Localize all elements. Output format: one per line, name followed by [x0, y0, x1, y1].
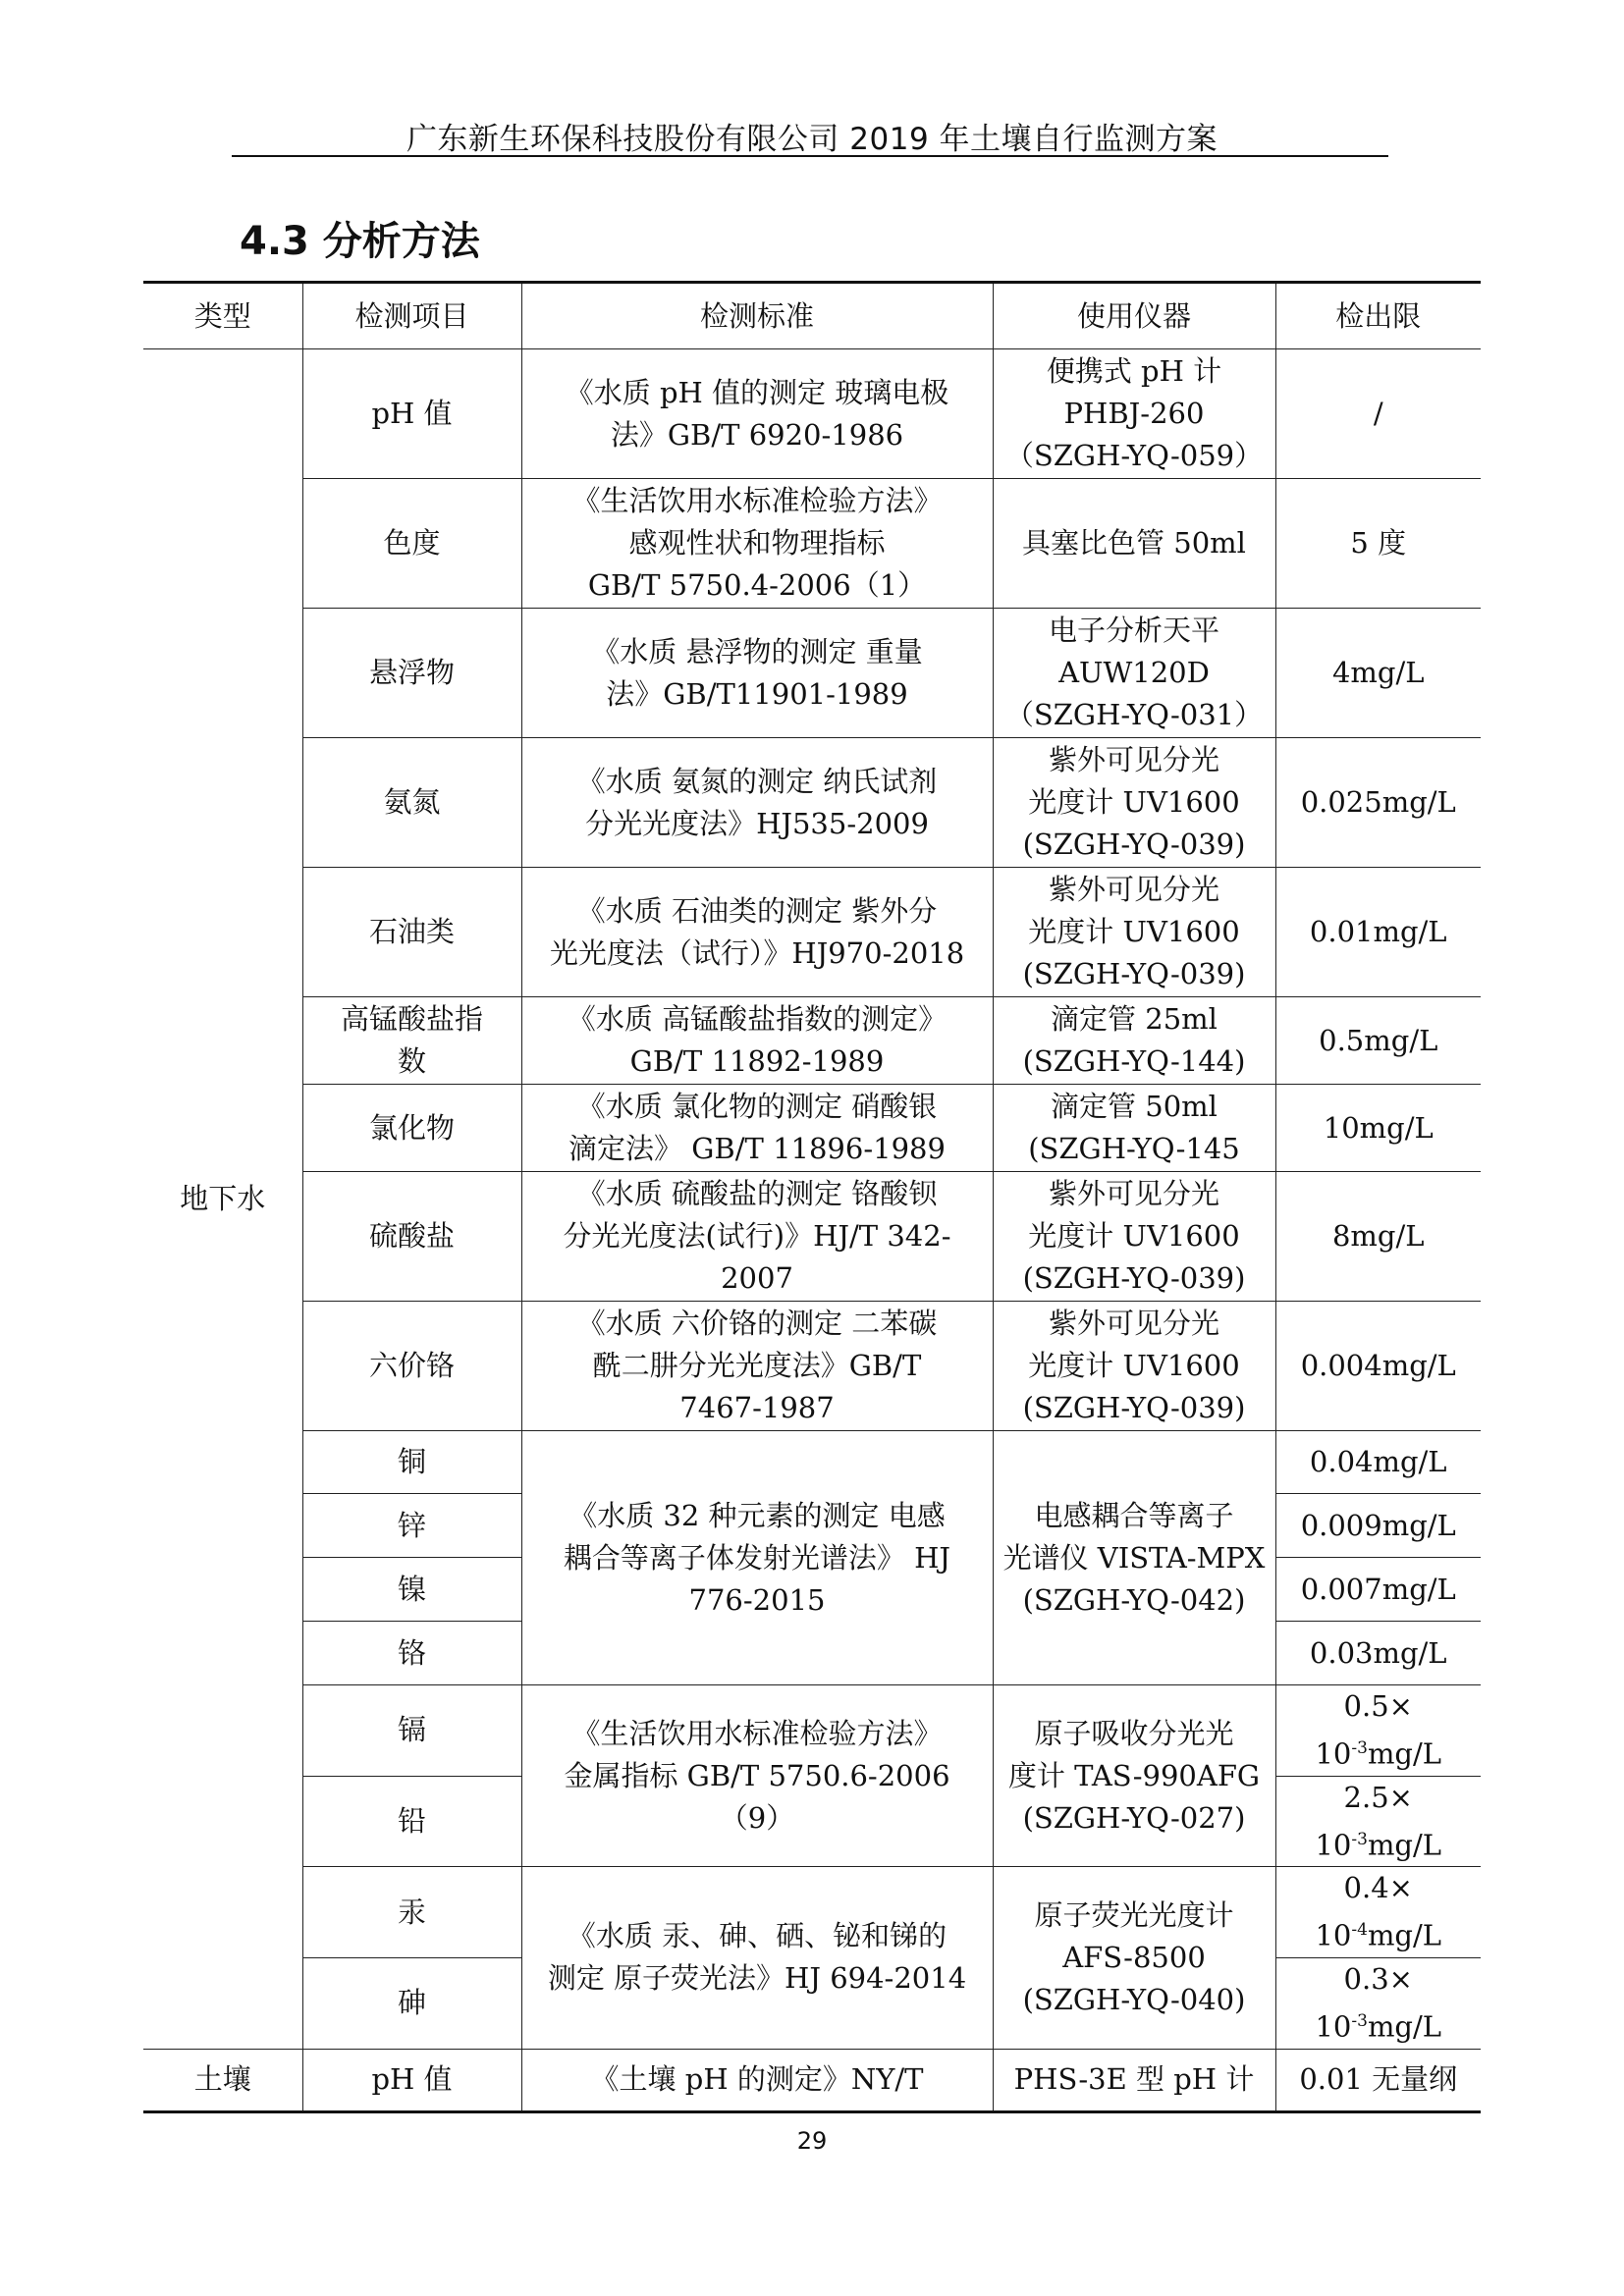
- instrument-cell: 紫外可见分光 光度计 UV1600 (SZGH-YQ-039): [993, 868, 1275, 997]
- item-cell: pH 值: [302, 2049, 521, 2111]
- limit-cell: 0.5mg/L: [1275, 997, 1481, 1085]
- column-header-item: 检测项目: [302, 283, 521, 349]
- item-cell: 汞: [302, 1867, 521, 1958]
- table-row: [143, 1685, 1481, 1777]
- standard-cell: 《水质 pH 值的测定 玻璃电极 法》GB/T 6920-1986: [521, 349, 993, 479]
- standard-cell: 《水质 硫酸盐的测定 铬酸钡 分光光度法(试行)》HJ/T 342- 2007: [521, 1172, 993, 1302]
- limit-power: [1282, 2001, 1476, 2049]
- table-row: [143, 609, 1481, 738]
- limit-unit: mg/L: [1367, 1828, 1442, 1862]
- limit-cell: 5 度: [1275, 479, 1481, 609]
- table-row: [143, 1172, 1481, 1302]
- header-rule: [232, 155, 1388, 157]
- standard-cell: 《水质 氯化物的测定 硝酸银 滴定法》 GB/T 11896-1989: [521, 1085, 993, 1172]
- limit-power: [1282, 1819, 1476, 1867]
- item-cell: 镉: [302, 1685, 521, 1777]
- item-cell: 悬浮物: [302, 609, 521, 738]
- instrument-cell: 紫外可见分光 光度计 UV1600 (SZGH-YQ-039): [993, 1172, 1275, 1302]
- limit-unit: mg/L: [1367, 1736, 1442, 1771]
- limit-cell: [1275, 1957, 1481, 2049]
- instrument-cell: 滴定管 50ml (SZGH-YQ-145: [993, 1085, 1275, 1172]
- table-row: [143, 479, 1481, 609]
- limit-cell: [1275, 1776, 1481, 1867]
- type-cell-groundwater: 地下水: [143, 349, 302, 2050]
- table-row: [143, 1302, 1481, 1431]
- limit-coefficient: 0.5×: [1343, 1689, 1413, 1723]
- item-cell: pH 值: [302, 349, 521, 479]
- standard-cell: 《生活饮用水标准检验方法》 感观性状和物理指标 GB/T 5750.4-2006（1）: [521, 479, 993, 609]
- table-row: [143, 349, 1481, 479]
- column-header-type: 类型: [143, 283, 302, 349]
- table-header-row: [143, 283, 1481, 349]
- instrument-cell: 滴定管 25ml (SZGH-YQ-144): [993, 997, 1275, 1085]
- item-cell: 锌: [302, 1494, 521, 1558]
- limit-coefficient: 2.5×: [1343, 1780, 1413, 1814]
- limit-base: 10: [1315, 1828, 1352, 1862]
- standard-cell: 《水质 汞、砷、硒、铋和锑的 测定 原子荧光法》HJ 694-2014: [521, 1867, 993, 2049]
- limit-cell: 0.025mg/L: [1275, 738, 1481, 868]
- standard-cell: 《水质 高锰酸盐指数的测定》 GB/T 11892-1989: [521, 997, 993, 1085]
- limit-power: [1282, 1728, 1476, 1776]
- limit-cell: 0.007mg/L: [1275, 1558, 1481, 1622]
- limit-coefficient: 0.3×: [1343, 1961, 1413, 1996]
- item-cell: 氯化物: [302, 1085, 521, 1172]
- limit-cell: 10mg/L: [1275, 1085, 1481, 1172]
- limit-base: 10: [1315, 1736, 1352, 1771]
- item-cell: 石油类: [302, 868, 521, 997]
- table-row: [143, 1431, 1481, 1494]
- limit-base: 10: [1315, 2009, 1352, 2044]
- standard-cell: 《水质 六价铬的测定 二苯碳 酰二肼分光光度法》GB/T 7467-1987: [521, 1302, 993, 1431]
- table-row: [143, 868, 1481, 997]
- limit-coefficient: 0.4×: [1343, 1871, 1413, 1905]
- instrument-cell: 电感耦合等离子 光谱仪 VISTA-MPX (SZGH-YQ-042): [993, 1431, 1275, 1685]
- limit-power: [1282, 1909, 1476, 1957]
- item-cell: 镍: [302, 1558, 521, 1622]
- item-cell: 铜: [302, 1431, 521, 1494]
- limit-unit: mg/L: [1367, 2009, 1442, 2044]
- instrument-cell: 电子分析天平 AUW120D （SZGH-YQ-031）: [993, 609, 1275, 738]
- limit-cell: 0.04mg/L: [1275, 1431, 1481, 1494]
- limit-cell: 0.004mg/L: [1275, 1302, 1481, 1431]
- table-row: [143, 1085, 1481, 1172]
- standard-cell: 《生活饮用水标准检验方法》 金属指标 GB/T 5750.6-2006 （9）: [521, 1685, 993, 1867]
- instrument-cell: 原子吸收分光光 度计 TAS-990AFG (SZGH-YQ-027): [993, 1685, 1275, 1867]
- table-row: [143, 2049, 1481, 2111]
- standard-cell: 《水质 32 种元素的测定 电感 耦合等离子体发射光谱法》 HJ 776-2015: [521, 1431, 993, 1685]
- limit-cell: 0.009mg/L: [1275, 1494, 1481, 1558]
- document-header-title: 广东新生环保科技股份有限公司 2019 年土壤自行监测方案: [406, 122, 1218, 157]
- limit-exponent: -3: [1351, 2010, 1368, 2031]
- item-cell: 色度: [302, 479, 521, 609]
- analysis-methods-table: [143, 281, 1481, 2113]
- limit-base: 10: [1315, 1918, 1352, 1952]
- item-cell: 氨氮: [302, 738, 521, 868]
- item-cell: 硫酸盐: [302, 1172, 521, 1302]
- item-cell: 砷: [302, 1957, 521, 2049]
- instrument-cell: PHS-3E 型 pH 计: [993, 2049, 1275, 2111]
- limit-cell: [1275, 1867, 1481, 1958]
- instrument-cell: 紫外可见分光 光度计 UV1600 (SZGH-YQ-039): [993, 738, 1275, 868]
- limit-exponent: -4: [1351, 1920, 1368, 1941]
- limit-cell: /: [1275, 349, 1481, 479]
- instrument-cell: 具塞比色管 50ml: [993, 479, 1275, 609]
- column-header-standard: 检测标准: [521, 283, 993, 349]
- type-cell-soil: 土壤: [143, 2049, 302, 2111]
- item-cell: 高锰酸盐指 数: [302, 997, 521, 1085]
- column-header-limit: 检出限: [1275, 283, 1481, 349]
- limit-exponent: -3: [1351, 1829, 1368, 1849]
- instrument-cell: 便携式 pH 计 PHBJ-260 （SZGH-YQ-059）: [993, 349, 1275, 479]
- item-cell: 铬: [302, 1622, 521, 1685]
- standard-cell: 《水质 氨氮的测定 纳氏试剂 分光光度法》HJ535-2009: [521, 738, 993, 868]
- instrument-cell: 原子荧光光度计 AFS-8500 (SZGH-YQ-040): [993, 1867, 1275, 2049]
- limit-cell: 4mg/L: [1275, 609, 1481, 738]
- standard-cell: 《土壤 pH 的测定》NY/T: [521, 2049, 993, 2111]
- table-row: [143, 738, 1481, 868]
- table-row: [143, 997, 1481, 1085]
- column-header-instrument: 使用仪器: [993, 283, 1275, 349]
- item-cell: 铅: [302, 1776, 521, 1867]
- limit-cell: 8mg/L: [1275, 1172, 1481, 1302]
- section-heading: 4.3 分析方法: [240, 219, 480, 264]
- limit-cell: 0.01mg/L: [1275, 868, 1481, 997]
- limit-unit: mg/L: [1367, 1918, 1442, 1952]
- table-row: [143, 1867, 1481, 1958]
- limit-cell: 0.03mg/L: [1275, 1622, 1481, 1685]
- limit-cell: [1275, 1685, 1481, 1777]
- item-cell: 六价铬: [302, 1302, 521, 1431]
- limit-exponent: -3: [1351, 1738, 1368, 1758]
- standard-cell: 《水质 悬浮物的测定 重量 法》GB/T11901-1989: [521, 609, 993, 738]
- limit-cell: 0.01 无量纲: [1275, 2049, 1481, 2111]
- instrument-cell: 紫外可见分光 光度计 UV1600 (SZGH-YQ-039): [993, 1302, 1275, 1431]
- standard-cell: 《水质 石油类的测定 紫外分 光光度法（试行）》HJ970-2018: [521, 868, 993, 997]
- page-number: 29: [796, 2127, 828, 2155]
